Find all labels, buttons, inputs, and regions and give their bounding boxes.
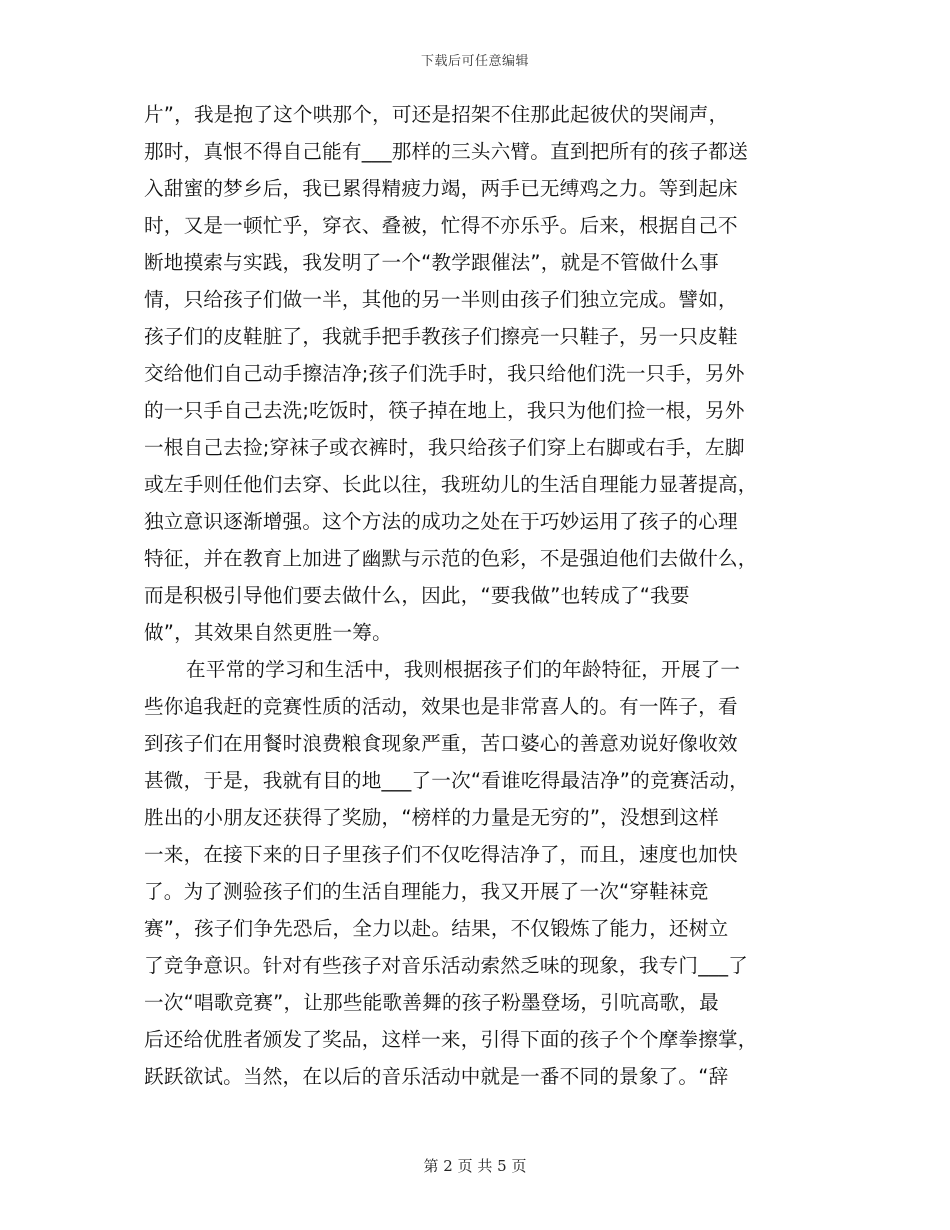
text-line: 跃跃欲试。当然，在以后的音乐活动中就是一番不同的景象了。“辞 [144,1065,729,1088]
text-line: 那时，真恨不得自己能有___那样的三头六臂。直到把所有的孩子都送 [144,140,749,163]
text-line: 胜出的小朋友还获得了奖励，“榜样的力量是无穷的”，没想到这样 [144,806,719,829]
text-line: 做”，其效果自然更胜一筹。 [144,621,392,644]
text-line: 赛”，孩子们争先恐后，全力以赴。结果，不仅锻炼了能力，还树立 [144,917,729,940]
text-line: 片”，我是抱了这个哄那个，可还是招架不住那此起彼伏的哭闹声， [144,103,729,126]
text-line: 情，只给孩子们做一半，其他的另一半则由孩子们独立完成。譬如， [144,288,738,311]
paragraph-start-line: 在平常的学习和生活中，我则根据孩子们的年龄特征，开展了一 [186,658,741,681]
text-line: 或左手则任他们去穿、长此以往，我班幼儿的生活自理能力显著提高， [144,473,758,496]
text-line: 的一只手自己去洗;吃饭时，筷子掉在地上，我只为他们捡一根，另外 [144,399,745,422]
text-line: 一根自己去捡;穿袜子或衣裤时，我只给孩子们穿上右脚或右手，左脚 [144,436,745,459]
text-line: 一来，在接下来的日子里孩子们不仅吃得洁净了，而且，速度也加快 [144,843,738,866]
text-line: 甚微，于是，我就有目的地___了一次“看谁吃得最洁净”的竞赛活动， [144,769,749,792]
text-line: 一次“唱歌竞赛”，让那些能歌善舞的孩子粉墨登场，引吭高歌，最 [144,991,719,1014]
text-line: 后还给优胜者颁发了奖品，这样一来，引得下面的孩子个个摩拳擦掌， [144,1028,758,1051]
text-line: 了竞争意识。针对有些孩子对音乐活动索然乏味的现象，我专门___了 [144,954,749,977]
page-number: 第 2 页 共 5 页 [423,1157,527,1175]
document-body [144,96,814,1095]
text-line: 入甜蜜的梦乡后，我已累得精疲力竭，两手已无缚鸡之力。等到起床 [144,177,738,200]
text-line: 断地摸索与实践，我发明了一个“教学跟催法”，就是不管做什么事 [144,251,719,274]
text-line: 到孩子们在用餐时浪费粮食现象严重，苦口婆心的善意劝说好像收效 [144,732,738,755]
text-line: 特征，并在教育上加进了幽默与示范的色彩，不是强迫他们去做什么， [144,547,758,570]
text-line: 孩子们的皮鞋脏了，我就手把手教孩子们擦亮一只鞋子，另一只皮鞋 [144,325,738,348]
page-header: 下载后可任意编辑 [420,54,529,69]
text-line: 独立意识逐渐增强。这个方法的成功之处在于巧妙运用了孩子的心理 [144,510,738,533]
text-line: 交给他们自己动手擦洁净;孩子们洗手时，我只给他们洗一只手，另外 [144,362,745,385]
text-line: 了。为了测验孩子们的生活自理能力，我又开展了一次“穿鞋袜竞 [144,880,709,903]
text-line: 些你追我赶的竞赛性质的活动，效果也是非常喜人的。有一阵子，看 [144,695,738,718]
text-line: 而是积极引导他们要去做什么，因此，“要我做”也转成了“我要 [144,584,690,607]
text-line: 时，又是一顿忙乎，穿衣、叠被，忙得不亦乐乎。后来，根据自己不 [144,214,738,237]
